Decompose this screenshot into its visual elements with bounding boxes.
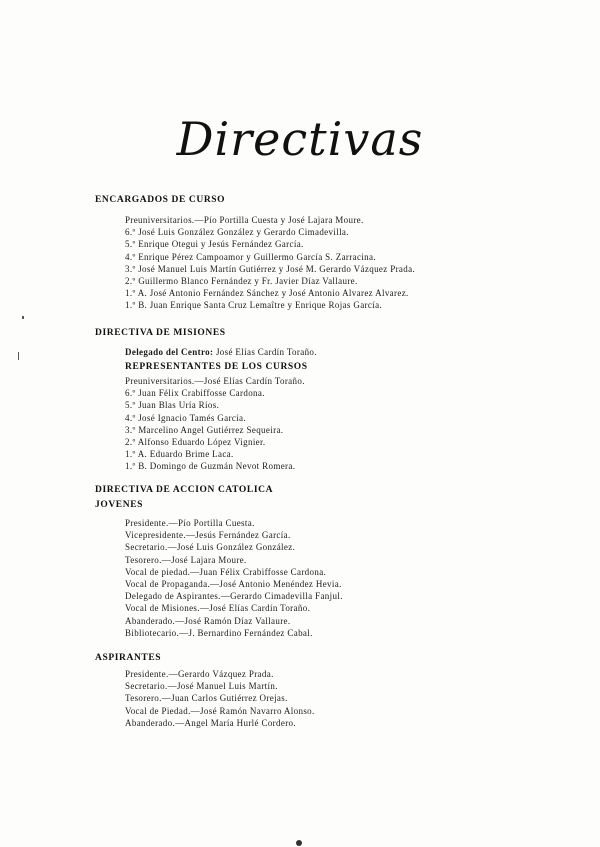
item-label: 6.º xyxy=(125,227,136,238)
list-item xyxy=(125,387,305,399)
item-text: Juan Félix Crabiffosse Cardona. xyxy=(199,566,327,577)
item-label: Presidente.— xyxy=(125,518,178,528)
item-text: J. Bernardino Fernández Cabal. xyxy=(188,627,313,638)
list-item xyxy=(125,705,315,717)
item-label: 4.º xyxy=(125,412,136,423)
item-label: Tesorero.— xyxy=(125,554,172,565)
item-text: José Ramón Navarro Alonso. xyxy=(200,705,315,716)
list-item xyxy=(125,214,415,226)
item-label: Vocal de Misiones.— xyxy=(125,603,210,614)
item-text: Juan Félix Crabiffosse Cardona. xyxy=(135,388,265,399)
item-text: José Antonio Menéndez Hevia. xyxy=(219,578,342,589)
item-text: José Luis González González y Gerardo Cimadevilla. xyxy=(135,227,349,238)
list-item xyxy=(125,238,415,250)
list-item xyxy=(125,680,315,692)
item-text: José Elías Cardín Toraño. xyxy=(203,376,305,386)
item-text: José Elías Cardín Toraño. xyxy=(209,603,311,614)
list-item xyxy=(125,668,315,680)
list-item xyxy=(125,436,305,448)
item-label: 5.º xyxy=(125,239,136,250)
item-text: Domingo de Guzmán Nevot Romera. xyxy=(147,461,296,472)
scan-speck xyxy=(18,352,19,360)
item-label: 3.º xyxy=(125,263,136,274)
item-text: Pío Portilla Cuesta. xyxy=(177,518,255,528)
jovenes-list xyxy=(125,517,343,639)
item-label: Abanderado.— xyxy=(125,615,185,626)
list-item xyxy=(125,566,343,578)
delegado-name: José Elías Cardín Toraño. xyxy=(215,347,317,357)
item-text: Gerardo Vázquez Prada. xyxy=(177,669,274,679)
item-label: Vicepresidente.— xyxy=(125,530,196,541)
item-label: 2.º xyxy=(125,436,136,447)
item-label: 3.º xyxy=(125,424,136,435)
list-item xyxy=(125,375,305,387)
list-item xyxy=(125,460,305,472)
list-item xyxy=(125,517,343,529)
item-label: Presidente.— xyxy=(125,669,178,679)
item-text: José Ramón Díaz Vallaure. xyxy=(184,615,291,626)
list-item xyxy=(125,541,343,553)
item-text: Marcelino Angel Gutiérrez Sequeira. xyxy=(135,424,284,435)
item-label: 1.º A. xyxy=(125,288,148,299)
list-item xyxy=(125,529,343,541)
list-item xyxy=(125,263,415,275)
item-label: Vocal de piedad.— xyxy=(125,566,200,577)
jovenes-heading: JOVENES xyxy=(95,500,144,510)
item-text: José Manuel Luis Martín Gutiérrez y José M. Gerardo Vázquez Prada. xyxy=(135,263,416,274)
list-item xyxy=(125,590,343,602)
item-label: Bibliotecario.— xyxy=(125,627,189,638)
page-title: Directivas xyxy=(176,112,424,166)
list-item xyxy=(125,412,305,424)
item-label: Secretario.— xyxy=(125,681,177,692)
item-text: Alfonso Eduardo López Vignier. xyxy=(135,436,266,447)
list-item xyxy=(125,251,415,263)
item-text: Pío Portilla Cuesta y José Lajara Moure. xyxy=(203,215,364,225)
item-text: Gerardo Cimadevilla Fanjul. xyxy=(230,591,343,602)
item-label: 4.º xyxy=(125,251,136,262)
list-item xyxy=(125,615,343,627)
list-item xyxy=(125,399,305,411)
item-text: Eduardo Brime Laca. xyxy=(147,449,234,460)
item-text: José Manuel Luis Martín. xyxy=(176,681,278,692)
item-label: Vocal de Piedad.— xyxy=(125,705,201,716)
list-item xyxy=(125,554,343,566)
list-item xyxy=(125,692,315,704)
aspirantes-list xyxy=(125,668,315,729)
list-item xyxy=(125,448,305,460)
item-label: 6.º xyxy=(125,388,136,399)
item-label: Tesorero.— xyxy=(125,693,172,704)
list-item xyxy=(125,299,415,311)
item-label: Delegado de Aspirantes.— xyxy=(125,591,231,602)
item-text: José Antonio Fernández Sánchez y José Antonio Alvarez Alvarez. xyxy=(147,288,409,299)
item-text: Jesús Fernández García. xyxy=(195,530,291,541)
scan-speck xyxy=(22,316,24,319)
item-text: José Ignacio Tamés García. xyxy=(135,412,246,423)
list-item xyxy=(125,275,415,287)
list-item xyxy=(125,578,343,590)
page-bottom-mark xyxy=(296,840,302,846)
list-item xyxy=(125,424,305,436)
item-text: Enrique Pérez Campoamor y Guillermo García S. Zarracina. xyxy=(135,251,376,262)
list-item xyxy=(125,717,315,729)
representantes-heading: REPRESENTANTES DE LOS CURSOS xyxy=(125,362,308,372)
item-label: Preuniversitarios.— xyxy=(125,215,204,225)
item-label: 1.º A. xyxy=(125,449,148,460)
item-text: Juan Blas Uría Ríos. xyxy=(135,400,220,411)
item-label: Preuniversitarios.— xyxy=(125,376,204,386)
item-text: Enrique Otegui y Jesús Fernández García. xyxy=(135,239,304,250)
item-label: Abanderado.— xyxy=(125,717,185,728)
item-label: Secretario.— xyxy=(125,542,177,553)
item-text: José Luis González González. xyxy=(176,542,296,553)
delegado-label: Delegado del Centro: xyxy=(125,347,214,357)
item-label: 1.º B. xyxy=(125,300,148,311)
item-text: Juan Carlos Gutiérrez Orejas. xyxy=(171,693,288,704)
item-text: José Lajara Moure. xyxy=(171,554,247,565)
aspirantes-heading: ASPIRANTES xyxy=(95,653,162,663)
section-heading-encargados: ENCARGADOS DE CURSO xyxy=(95,195,226,205)
list-item xyxy=(125,627,343,639)
section-heading-accion-catolica: DIRECTIVA DE ACCION CATOLICA xyxy=(95,485,274,495)
item-label: Vocal de Propaganda.— xyxy=(125,578,220,589)
list-item xyxy=(125,287,415,299)
item-label: 5.º xyxy=(125,400,136,411)
list-item xyxy=(125,226,415,238)
item-text: Angel María Hurlé Cordero. xyxy=(184,717,297,728)
item-label: 2.º xyxy=(125,275,136,286)
item-label: 1.º B. xyxy=(125,461,148,472)
item-text: Guillermo Blanco Fernández y Fr. Javier Díaz Vallaure. xyxy=(135,275,358,286)
list-item xyxy=(125,602,343,614)
section-heading-misiones: DIRECTIVA DE MISIONES xyxy=(95,328,226,338)
encargados-list xyxy=(125,214,415,312)
representantes-list xyxy=(125,375,305,473)
delegado-line xyxy=(125,347,317,357)
item-text: Juan Enrique Santa Cruz Lemaître y Enrique Rojas García. xyxy=(147,300,383,311)
